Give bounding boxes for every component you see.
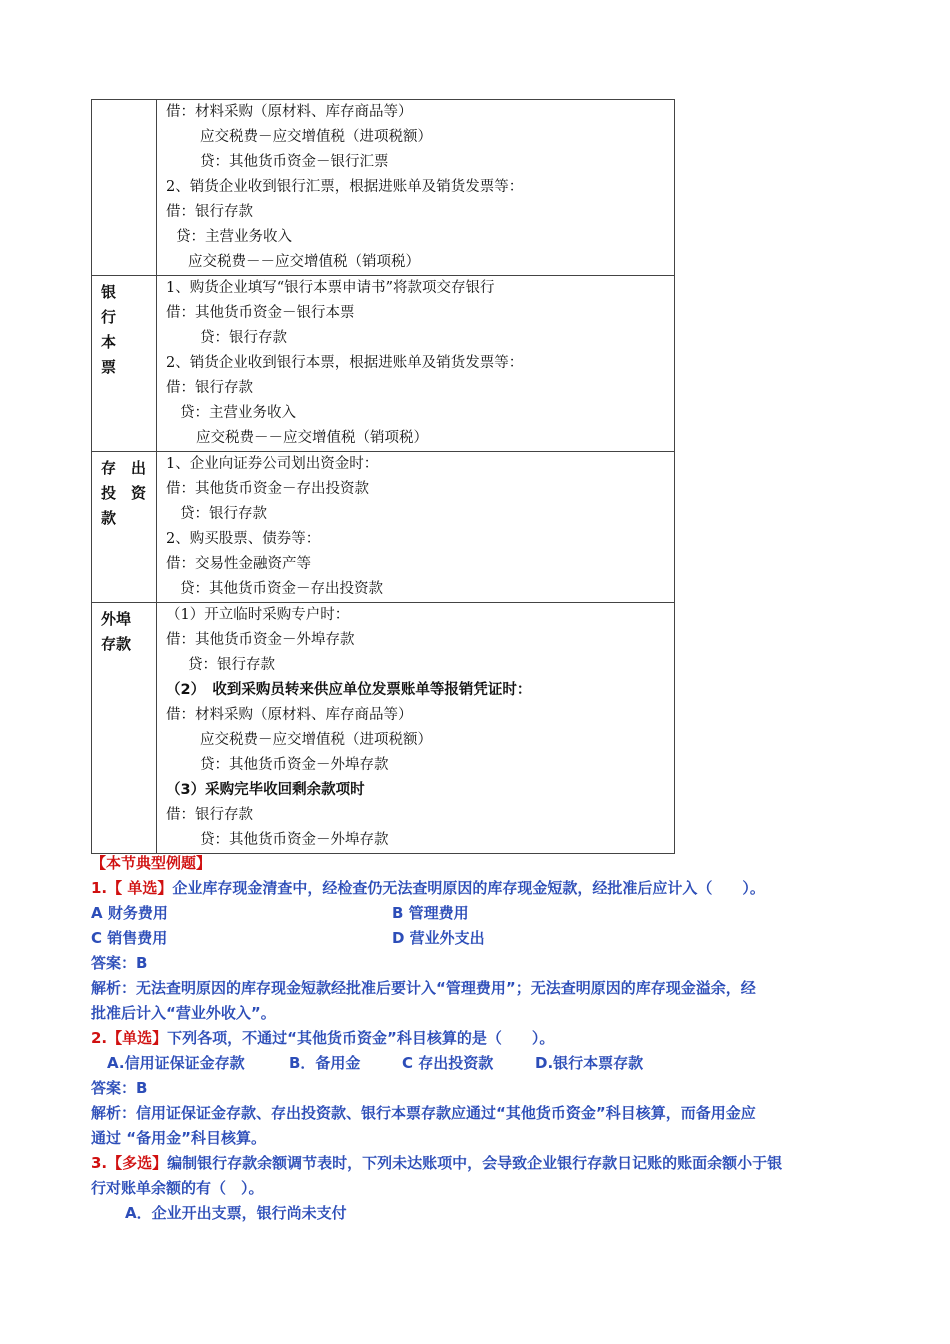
entry-line: （1）开立临时采购专户时： [166, 607, 350, 623]
option-c: C 存出投资款 [402, 1054, 494, 1072]
account-label-line: 本 [101, 333, 117, 351]
option-a: A 财务费用 [91, 904, 168, 922]
entry-line: 借：交易性金融资产等 [166, 556, 311, 572]
account-label-line: 行 [101, 308, 117, 326]
question-3 [91, 1151, 861, 1176]
entry-line: 1、企业向证券公司划出资金时： [166, 456, 379, 472]
entry-line: 应交税费－应交增值税（进项税额） [200, 129, 432, 145]
account-label-line: 存款 [101, 635, 132, 653]
question-3-option-a: A．企业开出支票，银行尚未支付 [125, 1204, 347, 1222]
entry-line: 贷：主营业务收入 [176, 229, 292, 245]
entry-line: （3）采购完毕收回剩余款项时 [166, 782, 365, 798]
question-2-text: 下列各项，不通过“其他货币资金”科目核算的是（ ）。 [167, 1029, 555, 1047]
journal-entry-table [91, 99, 675, 854]
account-label-line: 票 [101, 358, 117, 376]
question-2 [91, 1026, 861, 1051]
entry-line: 2、销货企业收到银行汇票，根据进账单及销货发票等： [166, 179, 524, 195]
question-1-prefix: 1.【 单选】 [91, 879, 173, 897]
account-label-line: 存 出 [101, 459, 147, 477]
account-label-cell [92, 603, 157, 854]
account-label [92, 452, 156, 531]
entry-line: 贷：主营业务收入 [180, 405, 296, 421]
entry-line: 贷：其他货币资金－存出投资款 [180, 581, 383, 597]
entry-line: 2、销货企业收到银行本票，根据进账单及销货发票等： [166, 355, 524, 371]
account-label-line: 银 [101, 283, 117, 301]
entry-line: 借：银行存款 [166, 380, 253, 396]
account-label [92, 276, 156, 380]
entry-body-cell [157, 276, 675, 452]
entry-line: 贷：其他货币资金－外埠存款 [200, 757, 389, 773]
entry-line: 应交税费－－应交增值税（销项税） [188, 254, 420, 270]
entry-body-cell [157, 452, 675, 603]
entry-line: 应交税费－－应交增值税（销项税） [196, 430, 428, 446]
question-2-analysis-line-1: 解析：信用证保证金存款、存出投资款、银行本票存款应通过“其他货币资金”科目核算，而备用金应 [91, 1104, 756, 1122]
entry-line: 借：银行存款 [166, 204, 253, 220]
entry-line: 借：银行存款 [166, 807, 253, 823]
entry-body-cell [157, 603, 675, 854]
entry-line: 借：其他货币资金－外埠存款 [166, 632, 355, 648]
question-2-options [91, 1051, 861, 1076]
entry-line: 贷：银行存款 [188, 657, 275, 673]
table-row [92, 452, 675, 603]
option-a: A.信用证保证金存款 [107, 1054, 245, 1072]
account-label-line: 投 资 [101, 484, 147, 502]
question-1-options-row-2 [91, 926, 861, 951]
table-row [92, 603, 675, 854]
entry-line: 借：其他货币资金－存出投资款 [166, 481, 369, 497]
section-title: 【本节典型例题】 [91, 854, 212, 872]
question-1 [91, 876, 861, 901]
question-1-answer: 答案：B [91, 954, 148, 972]
question-1-analysis-line-1: 解析：无法查明原因的库存现金短款经批准后要计入“管理费用”；无法查明原因的库存现金溢余，经 [91, 979, 756, 997]
account-label [92, 100, 156, 104]
entry-line: 借：材料采购（原材料、库存商品等） [166, 104, 413, 120]
entry-line: 贷：其他货币资金－外埠存款 [200, 832, 389, 848]
account-label-cell [92, 100, 157, 276]
table-row [92, 276, 675, 452]
table-row [92, 100, 675, 276]
option-c: C 销售费用 [91, 929, 168, 947]
entry-line: 借：材料采购（原材料、库存商品等） [166, 707, 413, 723]
entry-line: 贷：其他货币资金－银行汇票 [200, 154, 389, 170]
question-3-text-line-2: 行对账单余额的有（ ）。 [91, 1179, 264, 1197]
entry-line: （2） 收到采购员转来供应单位发票账单等报销凭证时： [166, 682, 532, 698]
question-1-analysis-line-2: 批准后计入“营业外收入”。 [91, 1004, 276, 1022]
option-b: B．备用金 [289, 1054, 361, 1072]
account-label [92, 603, 156, 657]
entry-body-cell [157, 100, 675, 276]
question-1-text: 企业库存现金清查中，经检查仍无法查明原因的库存现金短款，经批准后应计入（ ）。 [172, 879, 765, 897]
entry-line: 借：其他货币资金－银行本票 [166, 305, 355, 321]
entry-line: 2、购买股票、债券等： [166, 531, 321, 547]
entry-line: 应交税费－应交增值税（进项税额） [200, 732, 432, 748]
question-2-answer: 答案：B [91, 1079, 148, 1097]
question-2-analysis-line-2: 通过 “备用金”科目核算。 [91, 1129, 266, 1147]
question-2-prefix: 2.【单选】 [91, 1029, 168, 1047]
option-b: B 管理费用 [392, 904, 469, 922]
account-label-cell [92, 452, 157, 603]
entry-line: 1、购货企业填写“银行本票申请书”将款项交存银行 [166, 280, 495, 296]
entry-line: 贷：银行存款 [180, 506, 267, 522]
account-label-cell [92, 276, 157, 452]
option-d: D.银行本票存款 [535, 1054, 644, 1072]
question-3-text-line-1: 编制银行存款余额调节表时，下列未达账项中，会导致企业银行存款日记账的账面余额小于银 [167, 1154, 783, 1172]
question-3-prefix: 3.【多选】 [91, 1154, 168, 1172]
account-label-line: 款 [101, 509, 117, 527]
question-1-options-row-1 [91, 901, 861, 926]
account-label-line: 外埠 [101, 610, 132, 628]
entry-line: 贷：银行存款 [200, 330, 287, 346]
option-d: D 营业外支出 [392, 929, 485, 947]
